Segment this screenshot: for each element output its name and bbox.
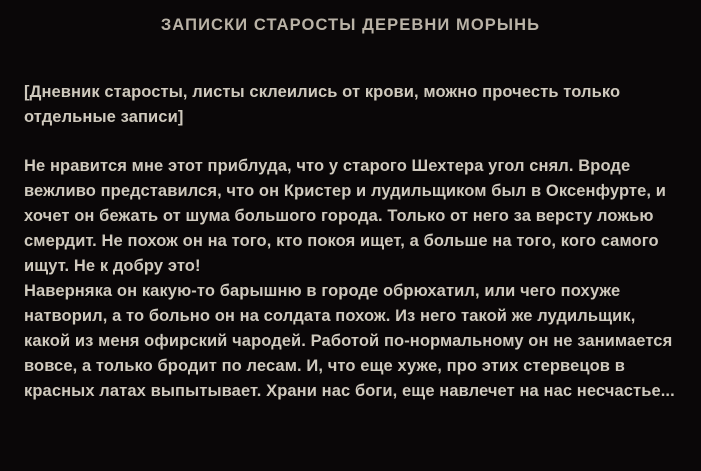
- paragraph-entry-2: Наверняка он какую-то барышню в городе обрюхатил, или чего похуже натворил, а то больно он на солдата похож. Из него такой же лудильщик, какой из меня офирский чародей. Работой по-нормальному он не занимается вовсе, а только бродит по лесам. И, что еще хуже, про этих стервецов в красных латах выпытывает. Храни нас боги, еще навлечет на нас несчастье...: [24, 282, 675, 400]
- paragraph-intro: [Дневник старосты, листы склеились от крови, можно прочесть только отдельные записи]: [24, 83, 621, 126]
- page-title: ЗАПИСКИ СТАРОСТЫ ДЕРЕВНИ МОРЫНЬ: [160, 16, 541, 34]
- document-body: [24, 80, 680, 404]
- paragraph-entry-1: Не нравится мне этот приблуда, что у старого Шехтера угол снял. Вроде вежливо представился, что он Кристер и лудильщиком был в Оксенфурте, и хочет он бежать от шума большого города. Только от него за версту ложью смердит. Не похож он на того, кто покоя ищет, а больше на того, кого самого ищут. Не к добру это!: [24, 157, 666, 275]
